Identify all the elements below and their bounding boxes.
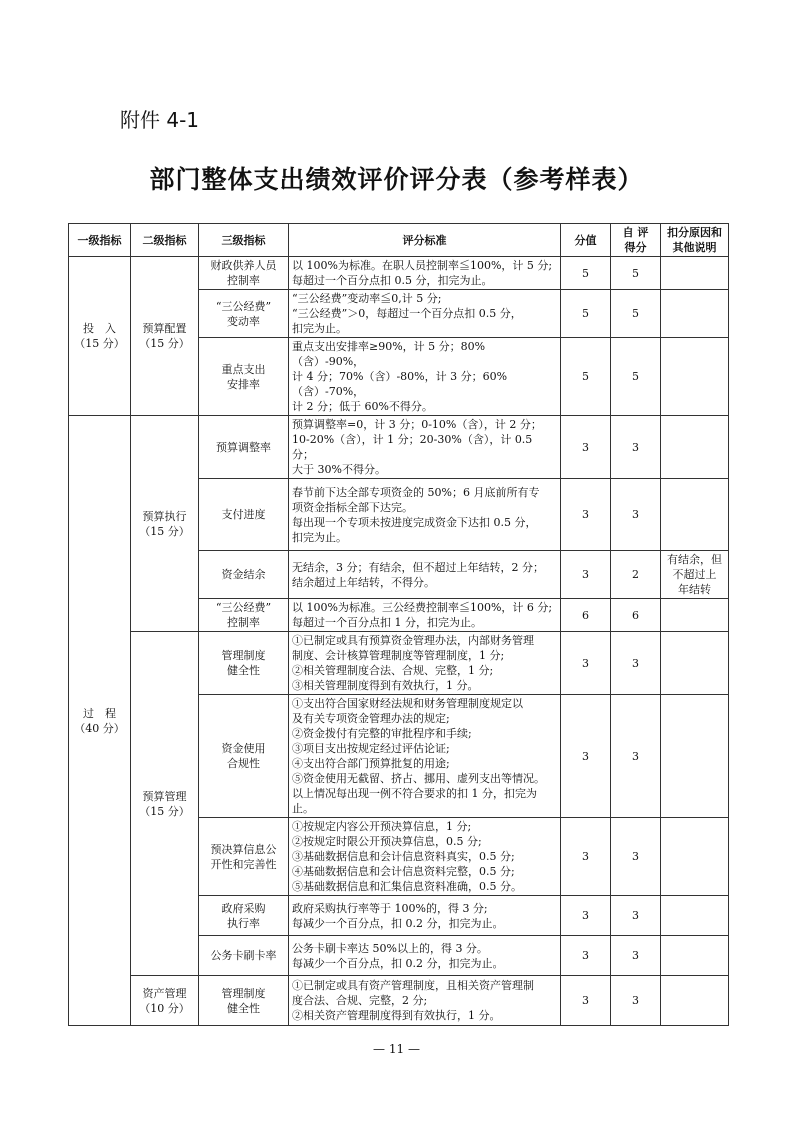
criteria-line: “三公经费”＞0，每超过一个百分点扣 0.5 分， <box>292 307 522 320</box>
score-cell: 5 <box>561 290 611 338</box>
level3-line: 管理制度 <box>221 649 266 662</box>
score-cell: 3 <box>561 896 611 936</box>
score-cell: 3 <box>561 936 611 976</box>
reason-cell <box>661 416 729 479</box>
level3-cell <box>199 896 289 936</box>
self-score-cell: 5 <box>611 338 661 416</box>
header-row <box>69 224 729 257</box>
criteria-line: “三公经费”变动率≦0,计 5 分; <box>292 292 442 305</box>
level3-cell <box>199 936 289 976</box>
level3-line: 管理制度 <box>221 986 266 1000</box>
level2-line: （15 分） <box>139 524 190 538</box>
table-row <box>69 632 729 695</box>
table-row <box>69 976 729 1026</box>
self-score-cell: 3 <box>611 695 661 818</box>
level3-line: 重点支出 <box>221 362 266 376</box>
level2-cell <box>131 632 199 976</box>
level3-line: 安排率 <box>227 377 260 391</box>
reason-cell <box>661 818 729 896</box>
level3-cell <box>199 416 289 479</box>
header-criteria: 评分标准 <box>289 224 561 257</box>
level1-cell <box>69 416 131 1026</box>
self-score-cell: 2 <box>611 551 661 599</box>
score-cell: 6 <box>561 599 611 632</box>
header-score: 分值 <box>561 224 611 257</box>
criteria-line: 每出现一个专项未按进度完成资金下达扣 0.5 分， <box>292 515 537 529</box>
level3-cell <box>199 818 289 896</box>
level3-line: “三公经费” <box>215 299 272 313</box>
level2-cell <box>131 257 199 416</box>
criteria-line: 每超过一个百分点扣 0.5 分，扣完为止。 <box>292 274 493 287</box>
level3-line: 控制率 <box>227 616 260 629</box>
criteria-cell <box>289 479 561 551</box>
reason-line: 不超过上 <box>672 568 717 581</box>
criteria-cell <box>289 936 561 976</box>
level3-line: 预算调整率 <box>216 440 271 454</box>
level2-line: （15 分） <box>139 337 190 350</box>
criteria-line: ②相关管理制度合法、合规、完整，1 分; <box>292 664 494 677</box>
score-cell: 3 <box>561 632 611 695</box>
self-score-cell: 3 <box>611 479 661 551</box>
criteria-line: 计 2 分；低于 60%不得分。 <box>292 400 433 413</box>
score-cell: 3 <box>561 416 611 479</box>
level3-line: 政府采购 <box>221 901 266 915</box>
reason-cell <box>661 695 729 818</box>
score-cell: 5 <box>561 257 611 290</box>
header-self-line: 自 评 <box>622 226 649 239</box>
header-reason <box>661 224 729 257</box>
score-cell: 3 <box>561 479 611 551</box>
level3-cell <box>199 695 289 818</box>
criteria-line: 项资金指标全部下达完。 <box>292 500 413 514</box>
reason-cell <box>661 551 729 599</box>
score-table <box>68 223 729 1026</box>
criteria-line: ④基础数据信息和会计信息资料完整，0.5 分; <box>292 865 515 878</box>
criteria-line: 春节前下达全部专项资金的 50%；6 月底前所有专 <box>292 485 540 499</box>
criteria-line: 扣完为止。 <box>292 530 347 544</box>
level2-line: 预算管理 <box>142 789 187 803</box>
level3-line: 公务卡刷卡率 <box>210 949 277 962</box>
level3-cell <box>199 632 289 695</box>
level2-line: （15 分） <box>139 804 190 818</box>
level3-line: 执行率 <box>227 916 260 930</box>
criteria-line: ③项目支出按规定经过评估论证; <box>292 742 450 755</box>
self-score-cell: 3 <box>611 896 661 936</box>
self-score-cell: 3 <box>611 818 661 896</box>
self-score-cell: 3 <box>611 936 661 976</box>
criteria-line: 重点支出安排率≥90%，计 5 分；80%（含）-90%， <box>292 340 486 368</box>
self-score-cell: 6 <box>611 599 661 632</box>
criteria-line: 每减少一个百分点，扣 0.2 分，扣完为止。 <box>292 916 504 930</box>
criteria-line: 及有关专项资金管理办法的规定; <box>292 712 450 725</box>
reason-cell <box>661 290 729 338</box>
header-self-score <box>611 224 661 257</box>
criteria-line: 结余超过上年结转，不得分。 <box>292 575 435 589</box>
score-cell: 3 <box>561 695 611 818</box>
criteria-line: ⑤基础数据信息和汇集信息资料准确，0.5 分。 <box>292 880 522 893</box>
criteria-cell <box>289 695 561 818</box>
criteria-cell <box>289 896 561 936</box>
level3-cell <box>199 976 289 1026</box>
level3-line: 控制率 <box>227 274 260 287</box>
reason-line: 有结余，但 <box>667 553 722 566</box>
level2-line: 资产管理 <box>142 986 187 1000</box>
header-level1: 一级指标 <box>69 224 131 257</box>
header-reason-line: 其他说明 <box>672 241 717 254</box>
level3-cell <box>199 479 289 551</box>
criteria-cell <box>289 632 561 695</box>
table-row <box>69 257 729 290</box>
reason-cell <box>661 257 729 290</box>
level3-line: 变动率 <box>227 314 260 328</box>
score-cell: 3 <box>561 551 611 599</box>
score-cell: 3 <box>561 818 611 896</box>
criteria-line: 预算调整率=0，计 3 分；0-10%（含），计 2 分； <box>292 418 542 431</box>
reason-cell <box>661 632 729 695</box>
criteria-cell <box>289 599 561 632</box>
criteria-line: ①已制定或具有资产管理制度，且相关资产管理制 <box>292 979 534 992</box>
criteria-line: 度合法、合规、完整，2 分; <box>292 994 428 1007</box>
header-reason-line: 扣分原因和 <box>667 226 722 239</box>
page-number: — 11 — <box>373 1042 420 1056</box>
level3-cell <box>199 338 289 416</box>
reason-cell <box>661 479 729 551</box>
level3-line: 资金使用 <box>221 742 266 755</box>
level3-cell <box>199 290 289 338</box>
page-title: 部门整体支出绩效评价评分表（参考样表） <box>149 165 644 194</box>
level3-line: “三公经费” <box>215 601 272 614</box>
level3-cell <box>199 599 289 632</box>
criteria-line: ④支出符合部门预算批复的用途; <box>292 757 450 770</box>
criteria-line: 制度、会计核算管理制度等管理制度，1 分; <box>292 649 505 662</box>
level1-line: 过 程 <box>83 706 116 720</box>
criteria-line: 大于 30%不得分。 <box>292 463 386 476</box>
reason-cell <box>661 936 729 976</box>
criteria-line: 以上情况每出现一例不符合要求的扣 1 分，扣完为止。 <box>292 787 537 815</box>
level3-line: 健全性 <box>227 1001 260 1015</box>
reason-cell <box>661 896 729 936</box>
header-level3: 三级指标 <box>199 224 289 257</box>
self-score-cell: 3 <box>611 416 661 479</box>
criteria-cell <box>289 551 561 599</box>
self-score-cell: 5 <box>611 257 661 290</box>
criteria-line: 每减少一个百分点，扣 0.2 分，扣完为止。 <box>292 956 504 970</box>
reason-cell <box>661 976 729 1026</box>
criteria-line: 以 100%为标准。在职人员控制率≦100%，计 5 分; <box>292 259 553 272</box>
level3-line: 合规性 <box>227 757 260 770</box>
criteria-cell <box>289 818 561 896</box>
criteria-line: ③基础数据信息和会计信息资料真实，0.5 分; <box>292 850 515 863</box>
header-self-line: 得分 <box>624 241 647 254</box>
reason-cell <box>661 599 729 632</box>
score-cell: 5 <box>561 338 611 416</box>
level3-line: 财政供养人员 <box>210 259 277 272</box>
level1-line: （15 分） <box>74 337 125 350</box>
level1-cell <box>69 257 131 416</box>
level2-line: 预算配置 <box>142 322 187 335</box>
table-row <box>69 416 729 479</box>
self-score-cell: 3 <box>611 976 661 1026</box>
criteria-cell <box>289 976 561 1026</box>
level1-line: 投 入 <box>83 322 116 335</box>
criteria-line: 以 100%为标准。三公经费控制率≦100%，计 6 分; <box>292 601 553 614</box>
criteria-line: 每超过一个百分点扣 1 分，扣完为止。 <box>292 616 482 629</box>
level3-line: 开性和完善性 <box>210 857 277 871</box>
header-level2: 二级指标 <box>131 224 199 257</box>
attachment-label: 附件 4-1 <box>120 108 200 132</box>
level3-line: 预决算信息公 <box>210 842 277 856</box>
self-score-cell: 3 <box>611 632 661 695</box>
criteria-line: 扣完为止。 <box>292 322 347 335</box>
criteria-cell <box>289 257 561 290</box>
level3-line: 健全性 <box>227 664 260 677</box>
criteria-line: ①支出符合国家财经法规和财务管理制度规定以 <box>292 697 523 710</box>
score-cell: 3 <box>561 976 611 1026</box>
reason-cell <box>661 338 729 416</box>
criteria-line: ②相关资产管理制度得到有效执行，1 分。 <box>292 1009 501 1022</box>
criteria-line: ②按规定时限公开预决算信息，0.5 分; <box>292 835 482 848</box>
level2-cell <box>131 976 199 1026</box>
criteria-line: ②资金拨付有完整的审批程序和手续; <box>292 727 472 740</box>
level3-cell <box>199 257 289 290</box>
criteria-line: ①已制定或具有预算资金管理办法，内部财务管理 <box>292 634 534 647</box>
criteria-line: ①按规定内容公开预决算信息，1 分; <box>292 820 472 833</box>
criteria-line: ③相关管理制度得到有效执行，1 分。 <box>292 679 479 692</box>
criteria-cell <box>289 338 561 416</box>
criteria-line: 无结余，3 分；有结余，但不超过上年结转，2 分； <box>292 560 544 574</box>
level2-line: 预算执行 <box>142 509 187 523</box>
level3-line: 支付进度 <box>221 508 266 521</box>
criteria-cell <box>289 416 561 479</box>
level1-line: （40 分） <box>74 721 125 735</box>
reason-line: 年结转 <box>678 583 711 596</box>
criteria-line: 10-20%（含），计 1 分；20-30%（含），计 0.5 分； <box>292 433 533 461</box>
level3-line: 资金结余 <box>221 568 266 581</box>
level2-line: （10 分） <box>139 1001 190 1015</box>
criteria-line: 政府采购执行率等于 100%的，得 3 分; <box>292 901 488 915</box>
criteria-line: 公务卡刷卡率达 50%以上的，得 3 分。 <box>292 941 488 955</box>
level3-cell <box>199 551 289 599</box>
criteria-line: 计 4 分；70%（含）-80%，计 3 分；60%（含）-70%， <box>292 370 508 398</box>
criteria-cell <box>289 290 561 338</box>
level2-cell <box>131 416 199 632</box>
criteria-line: ⑤资金使用无截留、挤占、挪用、虚列支出等情况。 <box>292 772 545 785</box>
self-score-cell: 5 <box>611 290 661 338</box>
